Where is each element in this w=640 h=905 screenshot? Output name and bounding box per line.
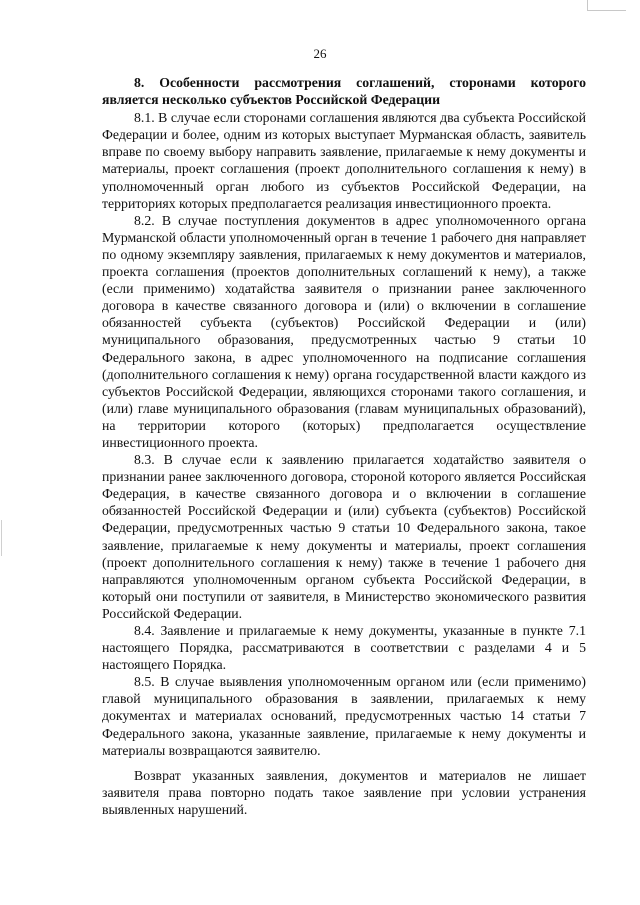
scan-edge-mark: [1, 520, 2, 556]
paragraph-8-2: 8.2. В случае поступления документов в адрес уполномоченного органа Мурманской области уполномоченный орган в течение 1 рабочего дня направляет по одному экземпляру заявления, прилагаемых к нему документов и материалов, проекта соглашения (проектов дополнительных соглашений к нему), а также (если применимо) ходатайства заявителя о признании ранее заключенного договора в качестве связанного договора и (или) о включении в соглашение обязанностей субъекта (субъектов) Российской Федерации и (или) муниципального образования, предусмотренных частью 9 статьи 10 Федерального закона, в адрес уполномоченного на подписание соглашения (дополнительного соглашения к нему) органа государственной власти каждого из субъектов Российской Федерации, являющихся сторонами такого соглашения, и (или) главе муниципального образования (главам муниципальных образований), на территории которого (которых) предполагается осуществление инвестиционного проекта.: [102, 212, 586, 450]
paragraph-8-4: 8.4. Заявление и прилагаемые к нему документы, указанные в пункте 7.1 настоящего Порядка, рассматриваются в соответствии с разделами 4 и 5 настоящего Порядка.: [102, 623, 586, 673]
page-number: 26: [313, 46, 327, 61]
section-heading: 8. Особенности рассмотрения соглашений, сторонами которого является несколько субъектов Российской Федерации: [102, 75, 586, 108]
paragraph-8-5: 8.5. В случае выявления уполномоченным органом или (если применимо) главой муниципального образования в заявлении, прилагаемых к нему документах и материалах оснований, предусмотренных частью 14 статьи 7 Федерального закона, указанные заявление, прилагаемые к нему документы и материалы возвращаются заявителю.: [102, 674, 586, 758]
document-body: [102, 74, 586, 818]
scan-corner-mark: [587, 0, 626, 11]
paragraph-return-note: Возврат указанных заявления, документов и материалов не лишает заявителя права повторно подать такое заявление при условии устранения выявленных нарушений.: [102, 767, 586, 817]
paragraph-8-3: 8.3. В случае если к заявлению прилагается ходатайство заявителя о признании ранее заключенного договора, стороной которого является Российская Федерация, в качестве связанного договора и о включении в соглашение обязанностей Российской Федерации и (или) субъекта (субъектов) Российской Федерации, предусмотренных частью 9 статьи 10 Федерального закона, такое заявление, прилагаемые к нему документы и материалы, проект соглашения (проект дополнительного соглашения к нему) также в течение 1 рабочего дня направляются уполномоченным органом субъекта Российской Федерации, в который они поступили от заявителя, в Министерство экономического развития Российской Федерации.: [102, 452, 586, 621]
paragraph-8-1: 8.1. В случае если сторонами соглашения являются два субъекта Российской Федерации и более, одним из которых выступает Мурманская область, заявитель вправе по своему выбору направить заявление, прилагаемые к нему документы и материалы, проект соглашения (проект дополнительного соглашения к нему) в уполномоченный орган любого из субъектов Российской Федерации, на территориях которых предполагается реализация инвестиционного проекта.: [102, 110, 586, 211]
